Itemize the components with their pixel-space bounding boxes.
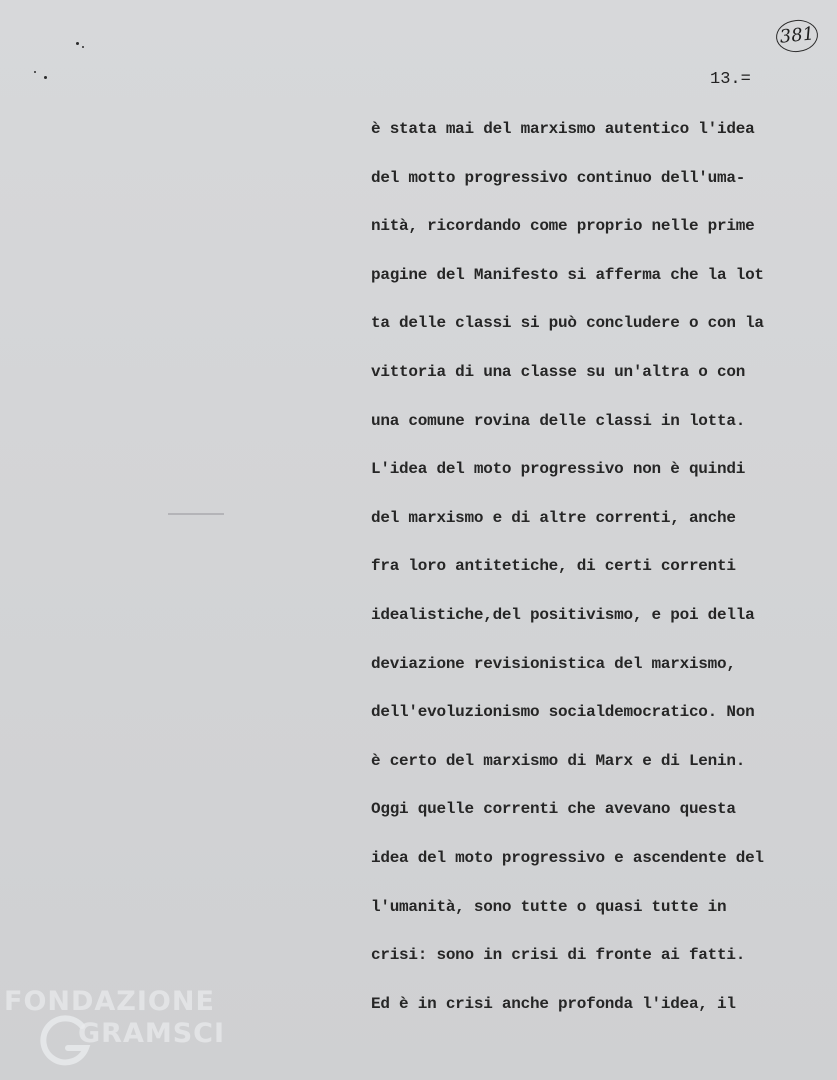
text-line: deviazione revisionistica del marxismo, xyxy=(371,654,736,673)
ink-speck xyxy=(44,76,47,79)
watermark-line-1: FONDAZIONE xyxy=(4,986,215,1017)
text-line: nità, ricordando come proprio nelle prime xyxy=(371,217,755,236)
text-line: idealistiche,del positivismo, e poi della xyxy=(371,605,755,624)
text-line: del motto progressivo continuo dell'uma- xyxy=(371,168,746,187)
text-line: del marxismo e di altre correnti, anche xyxy=(371,508,736,527)
archive-stamp-number: 381 xyxy=(774,18,819,54)
text-line: L'idea del moto progressivo non è quindi xyxy=(371,460,746,479)
text-line: crisi: sono in crisi di fronte ai fatti. xyxy=(371,946,746,965)
text-line: pagine del Manifesto si afferma che la lot xyxy=(371,265,764,284)
foundation-watermark xyxy=(4,986,225,1050)
scan-smudge xyxy=(168,513,224,515)
text-line: dell'evoluzionismo socialdemocratico. Non xyxy=(371,703,755,722)
text-line: è certo del marxismo di Marx e di Lenin. xyxy=(371,751,746,770)
text-line: è stata mai del marxismo autentico l'idea xyxy=(371,120,755,138)
text-line: vittoria di una classe su un'altra o con xyxy=(371,362,746,381)
watermark-line-2: GRAMSCI xyxy=(78,1018,226,1049)
text-line: idea del moto progressivo e ascendente del xyxy=(371,848,764,867)
text-line: Ed è in crisi anche profonda l'idea, il xyxy=(371,994,736,1013)
ink-speck xyxy=(82,46,84,48)
text-line: fra loro antitetiche, di certi correnti xyxy=(371,557,736,576)
typed-text-body xyxy=(371,115,811,1038)
text-line: l'umanità, sono tutte o quasi tutte in xyxy=(371,897,727,916)
ink-speck xyxy=(34,71,36,73)
text-line: una comune rovina delle classi in lotta. xyxy=(371,411,746,430)
ink-speck xyxy=(76,42,79,45)
text-line: ta delle classi si può concludere o con la xyxy=(371,314,764,333)
page-number: 13.= xyxy=(710,70,751,89)
text-line: Oggi quelle correnti che avevano questa xyxy=(371,800,736,819)
